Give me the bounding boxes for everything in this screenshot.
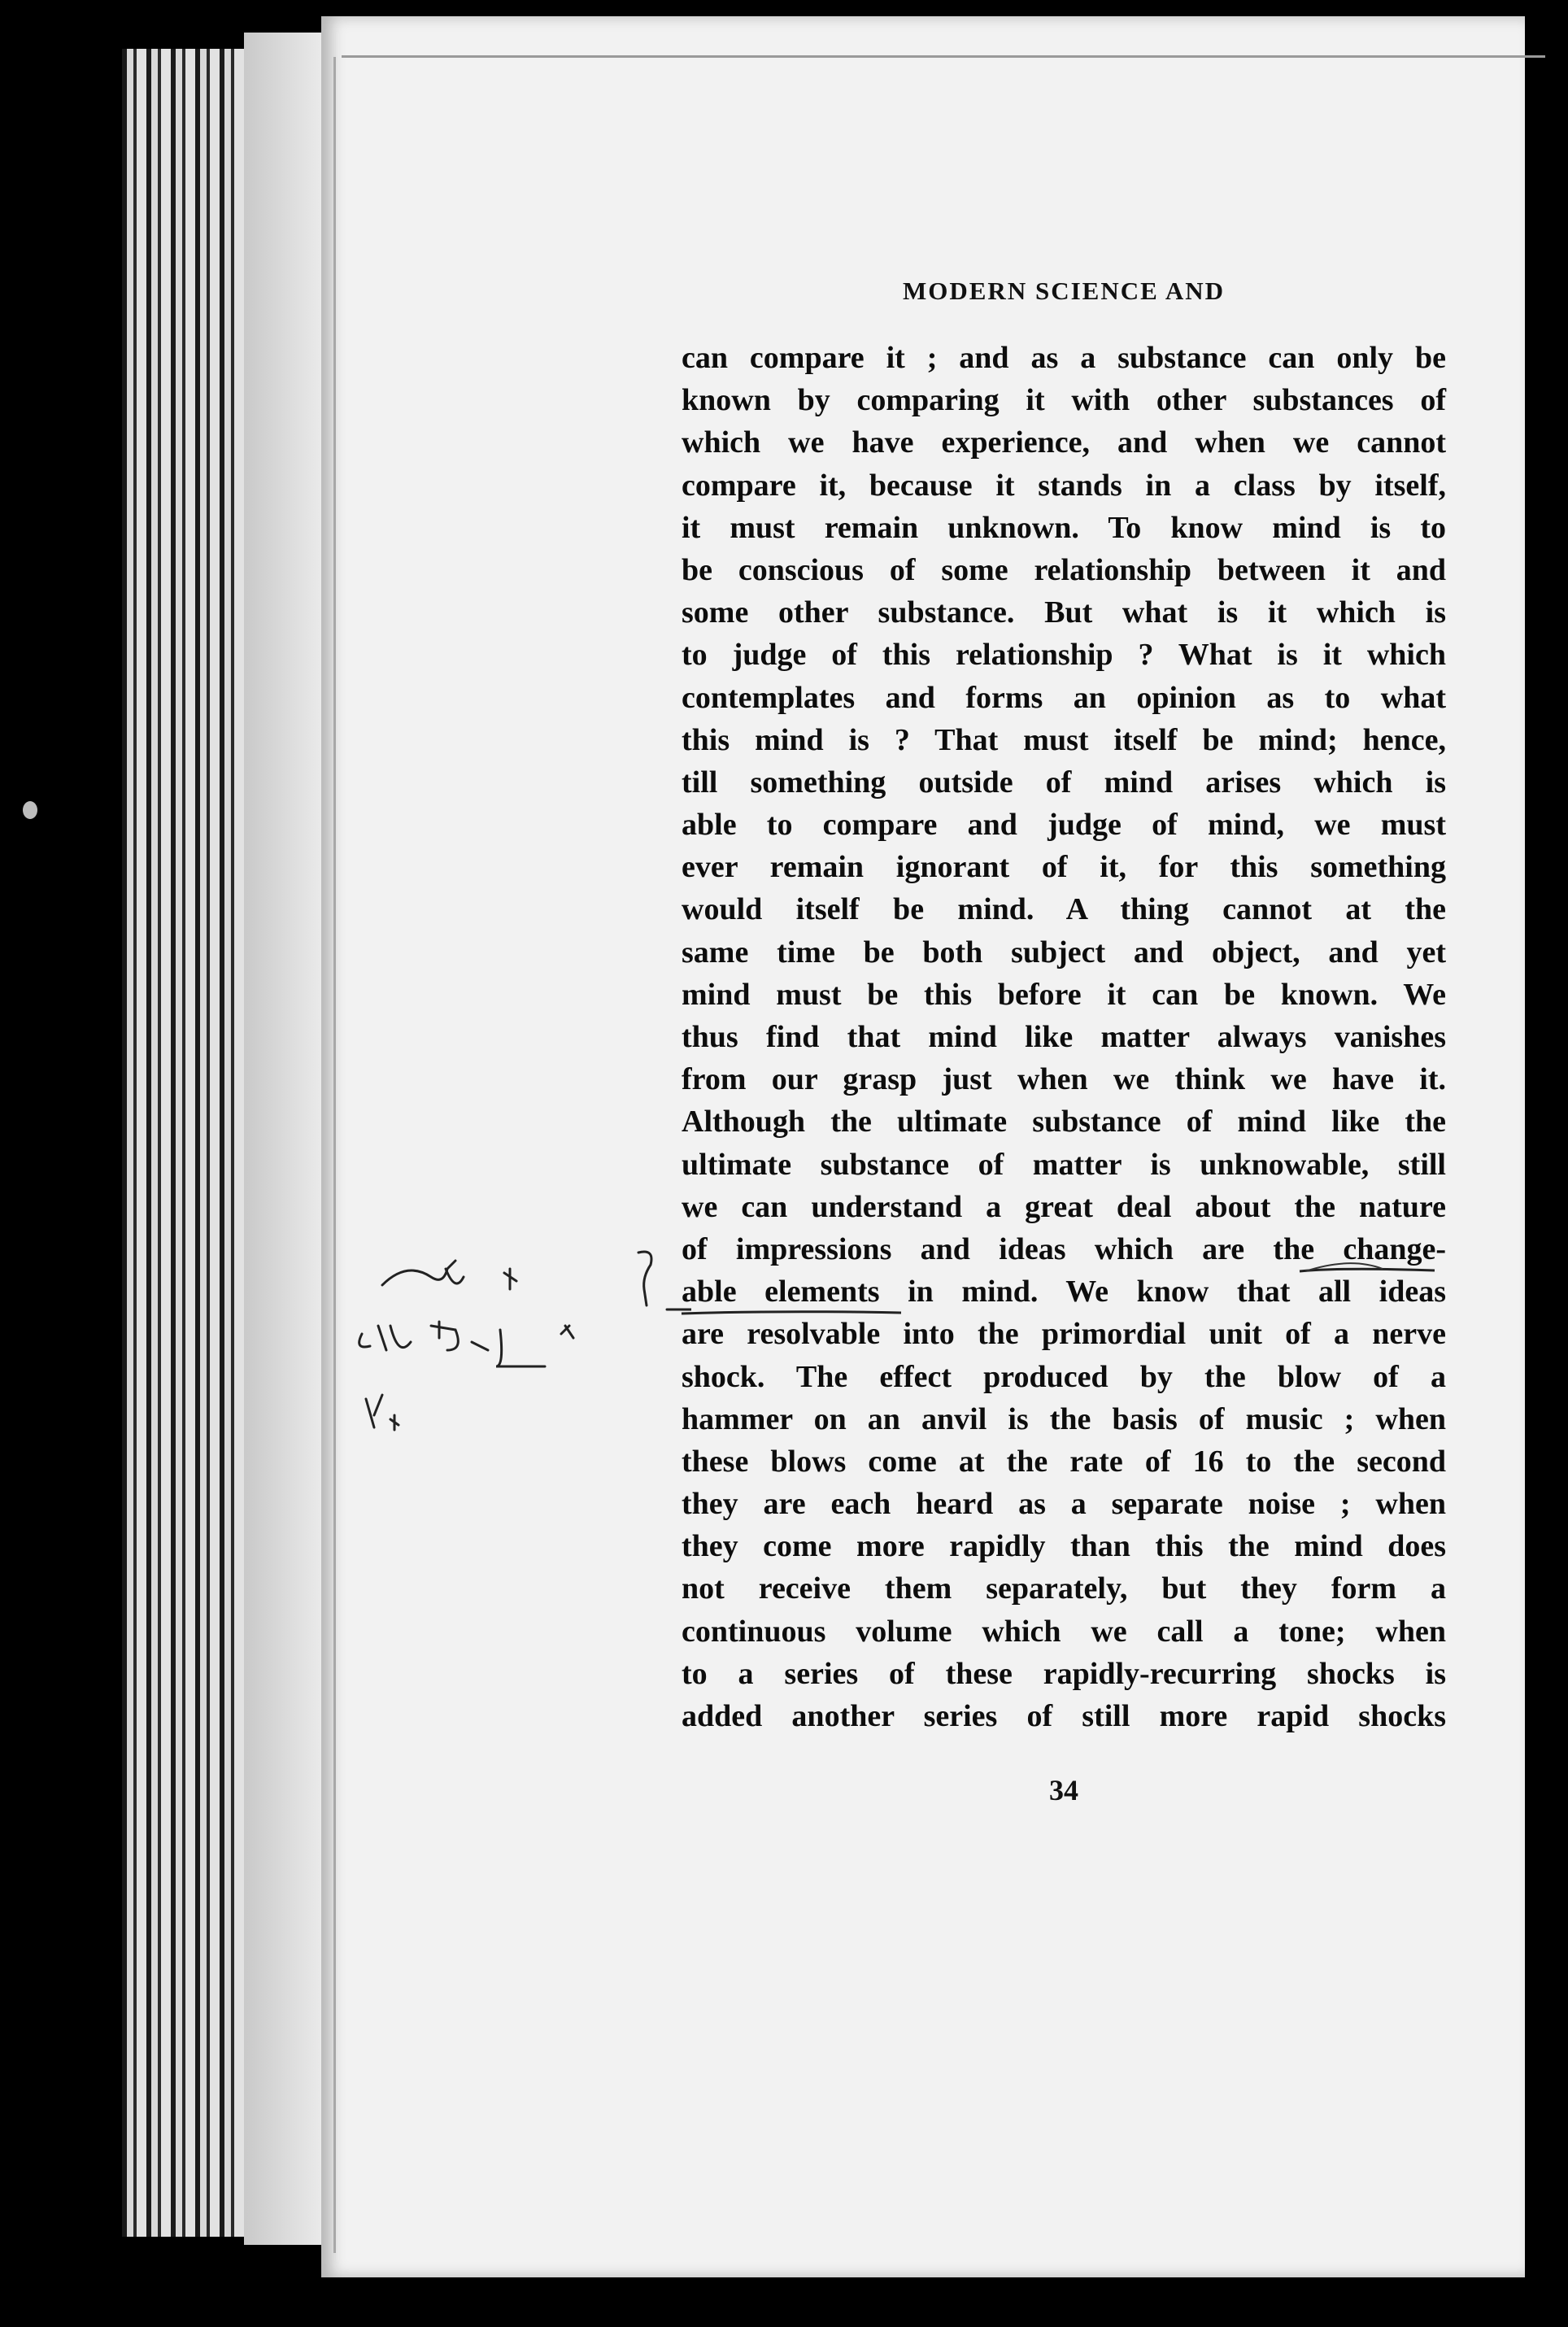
text-line: continuous volume which we call a tone; when: [682, 1614, 1446, 1649]
scan-speck: [23, 801, 37, 819]
text-line: compare it, because it stands in a class by itself,: [682, 468, 1446, 503]
text-line: are resolvable into the primordial unit of a nerve: [682, 1317, 1446, 1352]
text-line: known by comparing it with other substances of: [682, 383, 1446, 418]
text-line: shock. The effect produced by the blow of a: [682, 1359, 1446, 1394]
text-line: it must remain unknown. To know mind is to: [682, 510, 1446, 545]
text-line: hammer on an anvil is the basis of music ; when: [682, 1401, 1446, 1436]
text-line: ever remain ignorant of it, for this something: [682, 850, 1446, 885]
page-number: 34: [1049, 1774, 1078, 1806]
text-line: some other substance. But what is it which is: [682, 595, 1446, 630]
text-line: be conscious of some relationship between it and: [682, 552, 1446, 587]
page-top-edge: [342, 55, 1545, 58]
text-line-underlined: of impressions and ideas which are the change-: [682, 1231, 1446, 1266]
text-line: these blows come at the rate of 16 to the second: [682, 1444, 1446, 1479]
text-line: they come more rapidly than this the mind does: [682, 1529, 1446, 1564]
page-gutter-edge: [333, 57, 336, 2253]
text-line: we can understand a great deal about the nature: [682, 1189, 1446, 1224]
text-line: which we have experience, and when we cannot: [682, 425, 1446, 460]
page-edges-highlight: [244, 33, 333, 2245]
text-line: from our grasp just when we think we have it.: [682, 1062, 1446, 1097]
text-line: till something outside of mind arises which is: [682, 765, 1446, 800]
text-line: thus find that mind like matter always vanishes: [682, 1020, 1446, 1054]
running-head: MODERN SCIENCE AND: [903, 277, 1225, 305]
text-line: contemplates and forms an opinion as to what: [682, 680, 1446, 715]
text-line: ultimate substance of matter is unknowable, still: [682, 1147, 1446, 1182]
text-line: same time be both subject and object, and yet: [682, 935, 1446, 970]
text-line: this mind is ? That must itself be mind; hence,: [682, 722, 1446, 757]
text-line: can compare it ; and as a substance can only be: [682, 341, 1446, 375]
text-line: able to compare and judge of mind, we must: [682, 808, 1446, 843]
body-text: [682, 337, 1446, 1737]
text-line: they are each heard as a separate noise ; when: [682, 1487, 1446, 1522]
handwritten-annotation: [350, 1244, 691, 1456]
text-line: mind must be this before it can be known. We: [682, 977, 1446, 1012]
text-line-underlined: able elements in mind. We know that all ideas: [682, 1275, 1446, 1309]
text-line: to judge of this relationship ? What is it which: [682, 638, 1446, 673]
text-line: to a series of these rapidly-recurring shocks is: [682, 1656, 1446, 1691]
text-line: would itself be mind. A thing cannot at the: [682, 892, 1446, 927]
text-line: Although the ultimate substance of mind like the: [682, 1105, 1446, 1140]
text-line: not receive them separately, but they form a: [682, 1571, 1446, 1606]
text-line: added another series of still more rapid shocks: [682, 1699, 1446, 1733]
